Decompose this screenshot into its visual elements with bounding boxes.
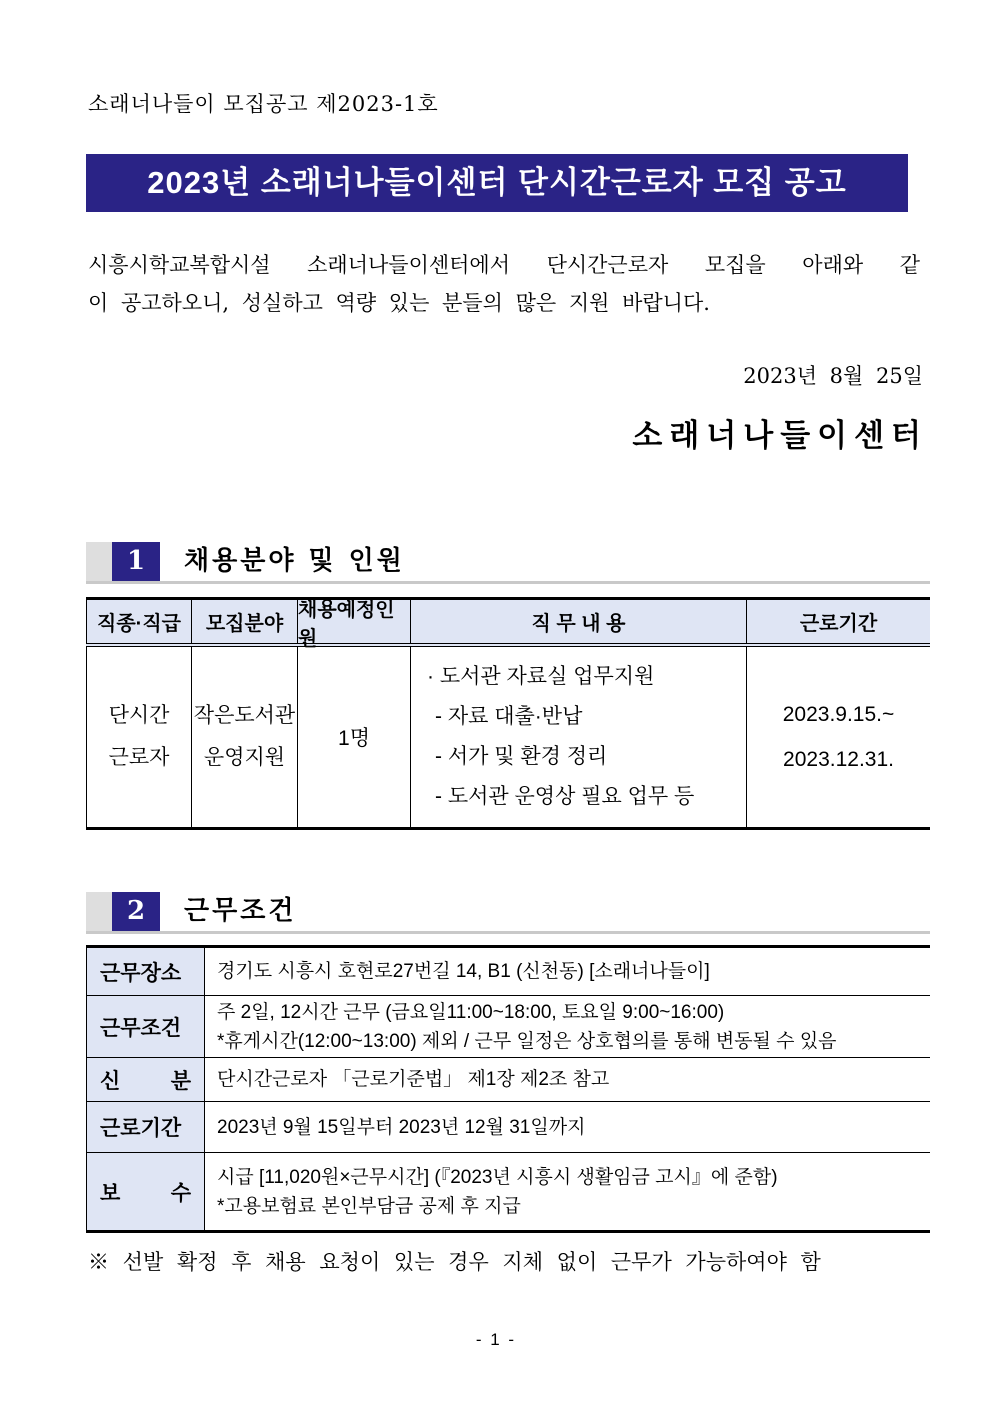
job-type-line1: 단시간 [108, 704, 170, 727]
header-headcount: 채용예정인원 [297, 600, 410, 643]
section2-header [86, 890, 930, 934]
duty-line: - 서가 및 환경 정리 [435, 745, 608, 768]
header-period: 근로기간 [746, 600, 930, 643]
notice-title-banner: 2023년 소래너나들이센터 단시간근로자 모집 공고 [86, 154, 908, 212]
section2-gray-block [86, 892, 112, 931]
table-row-work-conditions [87, 996, 930, 1058]
cell-duties [410, 647, 746, 827]
row-value [205, 1153, 930, 1230]
header-field: 모집분야 [191, 600, 297, 643]
period-line1: 2023.9.15.~ [782, 703, 895, 726]
header-job-type: 직종·직급 [86, 600, 191, 643]
intro-line-2: 이 공고하오니, 성실하고 역량 있는 분들의 많은 지원 바랍니다. [88, 291, 710, 315]
section1-title: 채용분야 및 인원 [184, 546, 405, 576]
row-value-line2: *고용보험료 본인부담금 공제 후 지급 [217, 1195, 521, 1217]
row-label-text: 신 분 [100, 1067, 191, 1093]
organization-name: 소래너나들이센터 [632, 418, 928, 454]
job-type-line2: 근로자 [108, 746, 170, 769]
row-value [205, 1102, 930, 1152]
recruitment-table-data-row [86, 647, 930, 827]
row-label [87, 1058, 205, 1101]
section2-number-badge: 2 [112, 892, 160, 931]
row-value-line1: 단시간근로자 「근로기준법」 제1장 제2조 참고 [217, 1069, 610, 1090]
row-label [87, 996, 205, 1057]
duty-line: - 자료 대출·반납 [435, 705, 583, 728]
table-row-status [87, 1058, 930, 1102]
section1-gray-block [86, 542, 112, 581]
field-line2: 운영지원 [203, 746, 286, 769]
document-number: 소래너나들이 모집공고 제2023-1호 [88, 92, 439, 116]
row-value-line1: 2023년 9월 15일부터 2023년 12월 31일까지 [217, 1116, 586, 1138]
working-conditions-table [86, 945, 930, 1233]
row-label-text: 근로기간 [100, 1115, 182, 1140]
cell-field [191, 647, 297, 827]
row-label [87, 1102, 205, 1152]
recruitment-table-header-row [86, 598, 930, 650]
row-value-line1: 시급 [11,020원×근무시간] (『2023년 시흥시 생활임금 고시』에 준함) [217, 1166, 778, 1188]
table-row-work-period [87, 1102, 930, 1153]
row-label-text: 근무장소 [100, 959, 182, 985]
row-value-line1: 경기도 시흥시 호현로27번길 14, B1 (신천동) [소래너나들이] [217, 961, 710, 982]
section1-number-badge: 1 [112, 542, 160, 581]
section2-title: 근무조건 [184, 896, 297, 926]
row-label-text: 보 수 [100, 1179, 191, 1205]
cell-period [746, 647, 930, 827]
cell-headcount [297, 647, 410, 827]
row-value-line2: *휴게시간(12:00~13:00) 제외 / 근무 일정은 상호협의를 통해 변동될 수 있음 [217, 1030, 837, 1052]
section1-header [86, 540, 930, 584]
table-row-workplace [87, 948, 930, 996]
period-line2: 2023.12.31. [783, 748, 894, 771]
row-label [87, 1153, 205, 1230]
headcount-value: 1명 [338, 727, 370, 750]
header-duties: 직 무 내 용 [410, 600, 746, 643]
intro-paragraph [88, 246, 920, 322]
row-label [87, 948, 205, 995]
row-value [205, 1058, 930, 1101]
row-value [205, 996, 930, 1057]
footnote: ※ 선발 확정 후 채용 요청이 있는 경우 지체 없이 근무가 가능하여야 함 [88, 1250, 821, 1274]
row-label-text: 근무조건 [100, 1014, 182, 1040]
row-value [205, 948, 930, 995]
field-line1: 작은도서관 [193, 704, 296, 727]
duty-line: · 도서관 자료실 업무지원 [427, 665, 655, 688]
recruitment-table [86, 597, 930, 830]
notice-date: 2023년 8월 25일 [743, 364, 923, 388]
row-value-line1: 주 2일, 12시간 근무 (금요일11:00~18:00, 토요일 9:00~16:00) [217, 1001, 725, 1023]
duty-line: - 도서관 운영상 필요 업무 등 [435, 785, 695, 808]
intro-line-1: 시흥시학교복합시설 소래너나들이센터에서 단시간근로자 모집을 아래와 같 [88, 253, 920, 277]
page-number: - 1 - [475, 1330, 517, 1349]
table-row-pay [87, 1153, 930, 1230]
cell-job-type [86, 647, 191, 827]
